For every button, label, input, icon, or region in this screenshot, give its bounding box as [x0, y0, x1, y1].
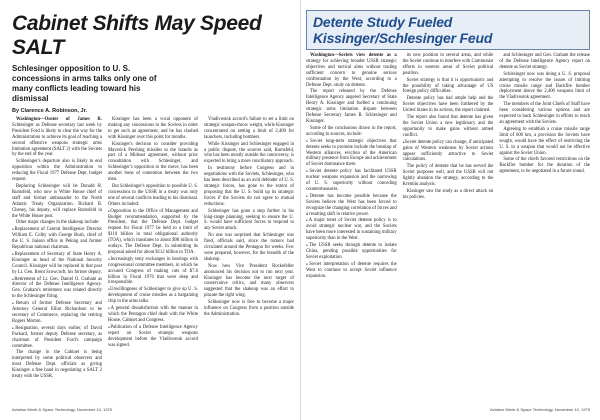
- article-paragraph: ● Replacement of Secretary of State Henry A. Kissinger as head of the National Security Council. Kissinger will be replaced in that post by Lt. Gen. Brent Scowcroft, his former deputy.: [12, 252, 102, 276]
- article-paragraph: Agreeing to establish a cruise missile range limit of 600 km, a provision the Soviets have sought, would have the effect of restricting the U. S. to a weapon that would not be effective against the Soviet Union.: [499, 126, 590, 156]
- right-columns: [306, 53, 590, 281]
- article-paragraph: ● A major tenet of Soviet detente policy is to avoid strategic nuclear war, and the Soviets have been more interested in sustaining military superiority than in the West.: [306, 218, 397, 242]
- article-paragraph: Detente policy has had ample help and the Soviet objectives have been furthered by the United States in its actions, the report claimed.: [402, 96, 494, 114]
- article-paragraph: Some of the chiefs favored restrictions on the Backfire bomber for the duration of the agreement, to be negotiated in a future round.: [499, 157, 590, 175]
- right-headline-banner: [306, 10, 590, 50]
- article-paragraph: No one was surprised that Schlesinger was fired, officials said, since the rumors had circulated around the Pentagon for weeks. Few were prepared, however, for the breadth of the shakeup.: [204, 233, 294, 262]
- article-paragraph: The report released by the Defense Intelligence Agency angered Secretary of State Henry A. Kissinger and fuelled a continuing strategic arms limitation dispute between Defense Secretary James R. Schlesinger and Kissinger.: [306, 89, 397, 124]
- article-paragraph: ● Opposition to the Office of Management and Budget recommendation, supported by the President, that the Defense Dept. budget request for Fiscal 1977 be held to a limit of $110 billion in total obligational authority (TOA), which translates to about $98 billion in outlays. The Defense Dept. in submitting its proposal asked for about $112 billion in TOA.: [108, 209, 198, 256]
- left-deck: Schlesinger opposition to U. S. concessions in arms talks only one of many conflicts leading toward his dismissal: [12, 64, 157, 103]
- left-column-1: [12, 117, 102, 381]
- right-column-3: [499, 53, 590, 281]
- article-paragraph: Schlesinger now is free to become a major influence on Congress from a position outside the Administration.: [204, 300, 294, 317]
- article-paragraph: and Schlesinger and Gen. Graham the release of the Defense Intelligence Agency report on detente as Soviet strategy.: [499, 53, 590, 70]
- left-column-3: [204, 117, 294, 381]
- left-footer: Aviation Week & Space Technology, November 10, 1975: [12, 407, 112, 412]
- article-paragraph: While Kissinger and Schlesinger engaged in a public dispute, the sources said, Rumsfeld, who has been mostly outside the controversy, is expected to bring a more conciliatory approach.: [204, 141, 294, 165]
- article-paragraph: The change in the Cabinet is being interpreted by some political observers and most Defense Dept. officials as giving Kissinger a free hand in negotiating a SALT 2 treaty with the USSR.: [12, 350, 102, 380]
- right-column-1: [306, 53, 397, 281]
- right-headline: Detente Study Fueled Kissinger/Schlesinger Feud: [313, 14, 493, 46]
- article-paragraph: But Schlesinger's opposition to possible U. S. concessions to the USSR in a treaty was only one of several conflicts leading to his dismissal. Others included:: [108, 183, 198, 207]
- article-paragraph: Vladivostok accord's failure to set a limit on strategic weapon-throw weight, while Kissinger concentrated on setting a limit of 2,400 for launchers, including bombers.: [204, 117, 294, 140]
- left-columns: [12, 117, 294, 381]
- article-paragraph: In testimony before Congress and in negotiations with the Soviets, Schlesinger, who has been described as an avid defender of U. S. strategic forces, has gone to the extent of proposing that the U. S. build up its strategic forces if the Soviets do not agree to mutual reductions.: [204, 166, 294, 207]
- article-paragraph: Some of the conclusions drawn in the report, according to sources, include:: [306, 125, 397, 137]
- article-paragraph: ● Retirement of Lt. Gen. Daniel O. Graham as director of the Defense Intelligence Agency. Gen. Graham's retirement was related directly to the Schlesinger firing.: [12, 277, 102, 301]
- article-paragraph: Kissinger saw the study as a direct attack on his policies.: [402, 188, 494, 200]
- article-paragraph: Kissinger has been a vocal opponent of making any concessions to the Soviets in order to get such an agreement, and he has clashed with Kissinger over this point for months.: [108, 117, 198, 140]
- article-paragraph: Schlesinger now was doing a U. S. proposal attempting to resolve the issues of limiting cruise missile range and Backfire bomber deployment above the 2,400 weapons limit of the Vladivostok agreement.: [499, 71, 590, 101]
- article-paragraph: The members of the Joint Chiefs of Staff have been considering various options and are expected to back Schlesinger in efforts to reach an agreement with the Soviets.: [499, 102, 590, 125]
- article-paragraph: ● Return of former Defense Secretary and Attorney General Elliot Richardson to be secretary of Commerce, replacing the retiring Rogers Morton.: [12, 301, 102, 325]
- right-column-2: [403, 53, 494, 281]
- article-paragraph: ● Detente has become possible because the Soviets believe the West has been forced to recognize the changing correlation of forces and a resulting shift in relative power.: [306, 194, 397, 218]
- right-page: [306, 8, 590, 412]
- page-gutter: [300, 0, 301, 420]
- article-paragraph: ● The USSR seeks through detente to isolate China, pending possible opportunities for Soviet exploitation.: [306, 243, 397, 261]
- article-paragraph: ● Soviet interpretation of detente requires the West to continue to accept Soviet influence expansion.: [306, 262, 397, 280]
- article-paragraph: its new position in several areas, and while the Soviet continue to interfere with Communist efforts in western areas of Soviet political position.: [402, 53, 494, 76]
- article-paragraph: ● Increasingly testy exchanges in hearings with congressional committee members, in which he accused Congress of making cuts of $7.6 billion in Fiscal 1976 that were deep and irresponsible.: [108, 257, 198, 287]
- left-column-2: [108, 117, 198, 381]
- right-footer: Aviation Week & Space Technology, November 10, 1975: [490, 407, 590, 412]
- article-paragraph: ● Resignation, several days earlier, of David Packard, former deputy Defense secretary, as chairman of President Ford's campaign committee.: [12, 326, 102, 350]
- article-paragraph: Kissinger's decision to consider providing Maverick Pershing missiles to the Israelis as part of a Mideast agreement, without prior consultation with Schlesinger, and Schlesinger's opposition to the move, has been another bone of contention between the two men.: [108, 141, 198, 183]
- article-paragraph: Washington—Ouster of James R. Schlesinger as Defense secretary last week by President Ford is likely to clear the way for the Administration to achieve its goal of reaching a second offensive weapons strategic arms limitation agreement (SALT 2) with the Soviets by the end of the year.: [12, 117, 102, 158]
- article-paragraph: ● Soviet long-term strategic objectives that detente seeks to promote include the breakup of Western alliances, eviction of the American military presence from Europe and achievement of Soviet dominance there.: [306, 139, 397, 169]
- article-paragraph: ● Unwillingness of Schlesinger to give up U. S. development of cruise missiles as a bargaining chip in the arms talks.: [108, 287, 198, 305]
- article-paragraph: Replacing Schlesinger will be Donald H. Rumsfeld, who now is White House chief of staff and former ambassador to the North Atlantic Treaty Organization. Richard B. Cheney, his deputy, will replace Rumsfeld in the White House post.: [12, 183, 102, 219]
- article-paragraph: Soviet strategy is that it is opportunistic and the possibility of taking advantage of US foreign policy difficulties.: [402, 77, 494, 95]
- article-paragraph: ● A general dissatisfaction with the manner in which the Pentagon chief dealt with the White House, Cabinet and Congress.: [108, 306, 198, 324]
- article-paragraph: The policy of detente that he has served the Soviet purposes well, and the USSR will not lightly abandon the strategy, according to the Kremlin analysis.: [402, 164, 494, 188]
- article-paragraph: ● Soviet detente policy has facilitated USSR nuclear weapons expansion and the narrowing of U. S. superiority without conceding countermeasures.: [306, 169, 397, 193]
- article-paragraph: Washington—Soviets view detente as a strategy for achieving broader USSR strategic objectives and tactical aims without trading sufficient concern to genuine serious confrontation by the West, according to a Defense Dept. study on detente.: [306, 53, 397, 88]
- left-headline: Cabinet Shifts May Speed SALT: [12, 12, 262, 59]
- article-paragraph: Other major changes in the shakeup include:: [16, 220, 100, 226]
- article-paragraph: ● Soviet detente policy can change, if anticipated gains of Western weakness by Soviet actions appear sufficiently attractive to Soviet calculations.: [403, 140, 494, 164]
- left-page: [12, 8, 294, 412]
- article-paragraph: ● Replacement of Central Intelligence Director William E. Colby with George Bush, chief of the U. S. liaison office in Peking and former Republican national chairman.: [12, 227, 102, 251]
- left-byline: By Clarence A. Robinson, Jr.: [12, 108, 87, 114]
- article-paragraph: Schlesinger's departure also is likely to end opposition within the Administration to reducing the Fiscal 1977 Defense Dept. budget request.: [12, 159, 102, 183]
- article-paragraph: The report also found that detente has given the Soviet Union a new legitimacy and the opportunity to make gains without armed conflict.: [402, 115, 494, 138]
- article-paragraph: Schlesinger has gone a step further in his long-range planning, seeking to ensure the U. S. would have sufficient forces to respond to any Soviet attack.: [204, 208, 294, 232]
- article-paragraph: Now how Vice President Rockefeller announced his decision not to run next year. Kissinger has become the next target of conservative critics, and many observers suggested that the shakeup was an effort to placate the right wing.: [204, 263, 294, 299]
- article-paragraph: ● Publication of a Defense Intelligence Agency report on Soviet strategic weapons development before the Vladivostok accord was signed.: [108, 325, 198, 349]
